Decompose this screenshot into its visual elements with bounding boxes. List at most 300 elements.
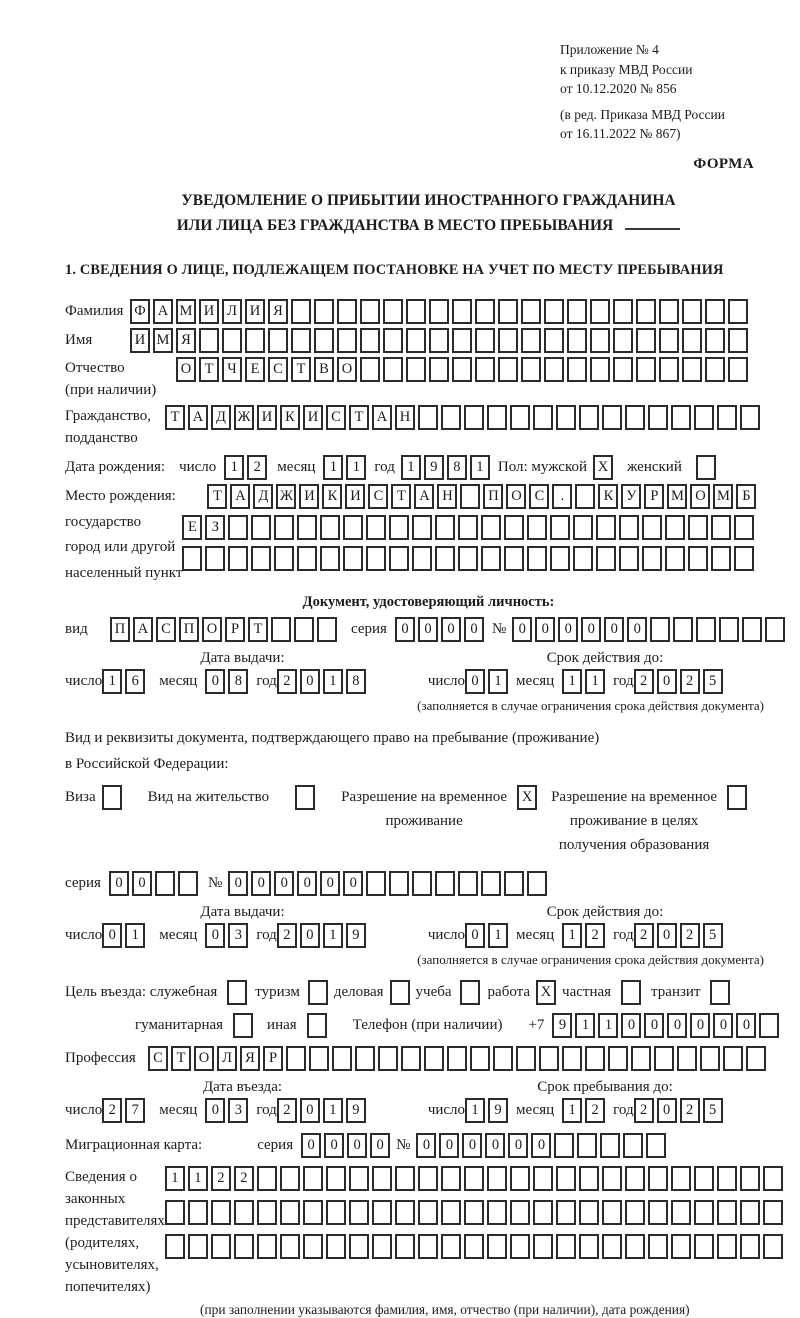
cell[interactable] [360, 299, 380, 324]
cell[interactable]: 2 [585, 1098, 605, 1123]
cell[interactable] [291, 299, 311, 324]
cell[interactable]: 0 [132, 871, 152, 896]
cell[interactable]: 8 [447, 455, 467, 480]
cell[interactable]: 1 [323, 923, 343, 948]
cell[interactable] [326, 1166, 346, 1191]
cell[interactable]: 7 [125, 1098, 145, 1123]
cell[interactable] [705, 357, 725, 382]
cell[interactable] [636, 328, 656, 353]
cell[interactable]: Н [395, 405, 415, 430]
cell[interactable]: 2 [277, 669, 297, 694]
cell[interactable]: Л [217, 1046, 237, 1071]
cell[interactable] [303, 1200, 323, 1225]
cell[interactable] [646, 1133, 666, 1158]
cell[interactable] [510, 1200, 530, 1225]
cell[interactable] [659, 328, 679, 353]
cell[interactable]: 0 [416, 1133, 436, 1158]
cell[interactable]: 8 [346, 669, 366, 694]
cell[interactable] [406, 299, 426, 324]
cell[interactable] [366, 871, 386, 896]
cell[interactable] [464, 1200, 484, 1225]
cell[interactable]: 1 [488, 669, 508, 694]
cell[interactable] [740, 1200, 760, 1225]
cell[interactable] [228, 515, 248, 540]
checkbox-female[interactable] [696, 455, 716, 480]
cell[interactable]: 0 [621, 1013, 641, 1038]
cell[interactable] [487, 405, 507, 430]
cell[interactable] [251, 546, 271, 571]
cell[interactable]: С [156, 617, 176, 642]
cell[interactable]: Е [245, 357, 265, 382]
cell[interactable]: 0 [347, 1133, 367, 1158]
cell[interactable]: 5 [703, 923, 723, 948]
cell[interactable] [556, 1234, 576, 1259]
cell[interactable] [573, 546, 593, 571]
cell[interactable] [705, 299, 725, 324]
passport-number-cells[interactable] [512, 617, 785, 642]
cell[interactable]: 5 [703, 669, 723, 694]
cell[interactable]: 9 [488, 1098, 508, 1123]
cell[interactable] [671, 1234, 691, 1259]
cell[interactable]: 0 [300, 923, 320, 948]
representatives-cells-1[interactable] [165, 1166, 783, 1191]
cell[interactable]: И [345, 484, 365, 509]
checkbox-private[interactable] [621, 980, 641, 1005]
cell[interactable] [355, 1046, 375, 1071]
cell[interactable] [487, 1234, 507, 1259]
cell[interactable]: 2 [634, 923, 654, 948]
cell[interactable] [539, 1046, 559, 1071]
cell[interactable]: 0 [320, 871, 340, 896]
cell[interactable] [406, 357, 426, 382]
cell[interactable] [527, 871, 547, 896]
cell[interactable] [435, 515, 455, 540]
cell[interactable]: 0 [657, 1098, 677, 1123]
cell[interactable] [682, 357, 702, 382]
cell[interactable] [740, 405, 760, 430]
cell[interactable] [326, 1200, 346, 1225]
cell[interactable] [418, 405, 438, 430]
cell[interactable]: 1 [488, 923, 508, 948]
cell[interactable]: М [176, 299, 196, 324]
cell[interactable] [452, 299, 472, 324]
cell[interactable] [567, 328, 587, 353]
cell[interactable] [182, 546, 202, 571]
cell[interactable] [234, 1200, 254, 1225]
cell[interactable]: М [713, 484, 733, 509]
cell[interactable]: 2 [634, 669, 654, 694]
cell[interactable]: 0 [301, 1133, 321, 1158]
cell[interactable] [556, 1200, 576, 1225]
cell[interactable]: 2 [211, 1166, 231, 1191]
entry-year-cells[interactable] [277, 1098, 366, 1123]
cell[interactable] [245, 328, 265, 353]
cell[interactable] [378, 1046, 398, 1071]
passport-series-cells[interactable] [395, 617, 484, 642]
cell[interactable]: 2 [277, 1098, 297, 1123]
cell[interactable] [155, 871, 175, 896]
cell[interactable]: 0 [627, 617, 647, 642]
cell[interactable] [297, 546, 317, 571]
cell[interactable]: 0 [465, 669, 485, 694]
cell[interactable] [602, 1234, 622, 1259]
cell[interactable] [711, 546, 731, 571]
cell[interactable] [717, 1200, 737, 1225]
cell[interactable] [717, 1234, 737, 1259]
cell[interactable]: 3 [228, 923, 248, 948]
birthplace-cells-2[interactable] [182, 515, 754, 540]
cell[interactable]: 1 [575, 1013, 595, 1038]
cell[interactable] [759, 1013, 779, 1038]
cell[interactable] [510, 405, 530, 430]
cell[interactable] [723, 1046, 743, 1071]
cell[interactable] [452, 328, 472, 353]
cell[interactable] [688, 515, 708, 540]
entry-month-cells[interactable] [205, 1098, 248, 1123]
cell[interactable] [360, 357, 380, 382]
cell[interactable]: И [299, 484, 319, 509]
cell[interactable] [337, 328, 357, 353]
cell[interactable]: Р [263, 1046, 283, 1071]
cell[interactable] [447, 1046, 467, 1071]
cell[interactable] [498, 299, 518, 324]
cell[interactable] [623, 1133, 643, 1158]
cell[interactable] [257, 1200, 277, 1225]
cell[interactable]: Я [268, 299, 288, 324]
cell[interactable]: 2 [585, 923, 605, 948]
cell[interactable] [178, 871, 198, 896]
cell[interactable]: О [690, 484, 710, 509]
cell[interactable] [274, 546, 294, 571]
checkbox-humanitarian[interactable] [233, 1013, 253, 1038]
cell[interactable]: Д [253, 484, 273, 509]
cell[interactable] [728, 299, 748, 324]
birthplace-cells-1[interactable] [207, 484, 756, 509]
cell[interactable] [475, 357, 495, 382]
cell[interactable] [596, 546, 616, 571]
cell[interactable] [441, 405, 461, 430]
cell[interactable] [435, 546, 455, 571]
cell[interactable] [498, 357, 518, 382]
cell[interactable] [688, 546, 708, 571]
cell[interactable] [383, 299, 403, 324]
cell[interactable] [567, 357, 587, 382]
cell[interactable]: 0 [205, 923, 225, 948]
doc-type-cells[interactable] [110, 617, 337, 642]
cell[interactable]: 1 [188, 1166, 208, 1191]
cell[interactable]: В [314, 357, 334, 382]
cell[interactable]: П [179, 617, 199, 642]
cell[interactable]: И [199, 299, 219, 324]
cell[interactable] [556, 405, 576, 430]
cell[interactable]: 1 [323, 1098, 343, 1123]
cell[interactable]: С [529, 484, 549, 509]
cell[interactable]: 2 [680, 1098, 700, 1123]
cell[interactable]: 1 [585, 669, 605, 694]
cell[interactable]: 2 [247, 455, 267, 480]
cell[interactable] [314, 328, 334, 353]
cell[interactable] [579, 405, 599, 430]
cell[interactable] [257, 1166, 277, 1191]
cell[interactable]: А [188, 405, 208, 430]
entry-day-cells[interactable] [102, 1098, 145, 1123]
profession-cells[interactable] [148, 1046, 766, 1071]
cell[interactable] [389, 871, 409, 896]
cell[interactable] [575, 484, 595, 509]
cell[interactable] [280, 1200, 300, 1225]
cell[interactable] [671, 1200, 691, 1225]
cell[interactable] [590, 299, 610, 324]
cell[interactable]: З [205, 515, 225, 540]
cell[interactable] [303, 1166, 323, 1191]
cell[interactable] [567, 299, 587, 324]
cell[interactable]: Я [240, 1046, 260, 1071]
cell[interactable]: 0 [558, 617, 578, 642]
cell[interactable] [527, 515, 547, 540]
cell[interactable] [562, 1046, 582, 1071]
cell[interactable] [521, 299, 541, 324]
cell[interactable] [228, 546, 248, 571]
cell[interactable] [527, 546, 547, 571]
cell[interactable] [654, 1046, 674, 1071]
cell[interactable] [533, 1234, 553, 1259]
passport-expiry-year-cells[interactable] [634, 669, 723, 694]
cell[interactable] [429, 328, 449, 353]
cell[interactable] [372, 1166, 392, 1191]
cell[interactable]: О [337, 357, 357, 382]
cell[interactable] [441, 1166, 461, 1191]
cell[interactable]: 0 [667, 1013, 687, 1038]
cell[interactable]: 0 [736, 1013, 756, 1038]
cell[interactable] [694, 1166, 714, 1191]
permit-issue-year-cells[interactable] [277, 923, 366, 948]
cell[interactable] [550, 515, 570, 540]
cell[interactable] [458, 515, 478, 540]
cell[interactable] [349, 1200, 369, 1225]
passport-issue-year-cells[interactable] [277, 669, 366, 694]
cell[interactable] [412, 871, 432, 896]
checkbox-temp-residence[interactable]: X [517, 785, 537, 810]
cell[interactable]: 0 [418, 617, 438, 642]
cell[interactable]: 0 [274, 871, 294, 896]
cell[interactable] [659, 299, 679, 324]
cell[interactable]: П [483, 484, 503, 509]
cell[interactable] [544, 357, 564, 382]
cell[interactable]: 0 [441, 617, 461, 642]
cell[interactable] [636, 357, 656, 382]
cell[interactable]: А [372, 405, 392, 430]
cell[interactable]: Р [225, 617, 245, 642]
cell[interactable]: 2 [680, 669, 700, 694]
cell[interactable] [412, 546, 432, 571]
cell[interactable]: 2 [634, 1098, 654, 1123]
cell[interactable]: К [280, 405, 300, 430]
cell[interactable] [424, 1046, 444, 1071]
cell[interactable] [648, 1200, 668, 1225]
phone-cells[interactable] [552, 1013, 779, 1038]
cell[interactable]: 0 [713, 1013, 733, 1038]
cell[interactable] [435, 871, 455, 896]
cell[interactable]: 0 [297, 871, 317, 896]
cell[interactable]: А [414, 484, 434, 509]
cell[interactable]: Т [171, 1046, 191, 1071]
cell[interactable] [600, 1133, 620, 1158]
checkbox-business[interactable] [390, 980, 410, 1005]
cell[interactable]: 1 [562, 1098, 582, 1123]
cell[interactable] [366, 515, 386, 540]
cell[interactable] [452, 357, 472, 382]
cell[interactable] [619, 515, 639, 540]
cell[interactable] [366, 546, 386, 571]
cell[interactable] [613, 357, 633, 382]
cell[interactable]: Д [211, 405, 231, 430]
cell[interactable] [504, 546, 524, 571]
cell[interactable] [602, 1200, 622, 1225]
cell[interactable]: 1 [598, 1013, 618, 1038]
cell[interactable]: С [268, 357, 288, 382]
cell[interactable] [719, 617, 739, 642]
checkbox-official[interactable] [227, 980, 247, 1005]
firstname-cells[interactable] [130, 328, 748, 353]
cell[interactable] [717, 405, 737, 430]
cell[interactable]: О [176, 357, 196, 382]
cell[interactable]: 0 [439, 1133, 459, 1158]
cell[interactable] [309, 1046, 329, 1071]
cell[interactable] [694, 1234, 714, 1259]
cell[interactable]: Ж [276, 484, 296, 509]
cell[interactable] [271, 617, 291, 642]
checkbox-work[interactable]: X [536, 980, 556, 1005]
cell[interactable] [746, 1046, 766, 1071]
cell[interactable]: 0 [205, 669, 225, 694]
cell[interactable] [389, 546, 409, 571]
permit-issue-day-cells[interactable] [102, 923, 145, 948]
cell[interactable] [418, 1166, 438, 1191]
cell[interactable]: Т [199, 357, 219, 382]
cell[interactable] [481, 871, 501, 896]
cell[interactable] [234, 1234, 254, 1259]
migration-series-cells[interactable] [301, 1133, 390, 1158]
cell[interactable]: Л [222, 299, 242, 324]
cell[interactable]: 0 [644, 1013, 664, 1038]
cell[interactable] [579, 1166, 599, 1191]
cell[interactable] [268, 328, 288, 353]
cell[interactable]: 0 [228, 871, 248, 896]
cell[interactable] [763, 1200, 783, 1225]
checkbox-other[interactable] [307, 1013, 327, 1038]
cell[interactable]: 1 [562, 923, 582, 948]
cell[interactable] [188, 1234, 208, 1259]
cell[interactable]: 1 [562, 669, 582, 694]
cell[interactable] [222, 328, 242, 353]
cell[interactable]: И [257, 405, 277, 430]
cell[interactable] [257, 1234, 277, 1259]
cell[interactable]: 0 [512, 617, 532, 642]
cell[interactable] [441, 1200, 461, 1225]
cell[interactable] [280, 1234, 300, 1259]
cell[interactable] [585, 1046, 605, 1071]
cell[interactable] [625, 1166, 645, 1191]
permit-number-cells[interactable] [228, 871, 547, 896]
cell[interactable] [642, 515, 662, 540]
surname-cells[interactable] [130, 299, 748, 324]
cell[interactable]: 1 [323, 669, 343, 694]
cell[interactable] [372, 1234, 392, 1259]
cell[interactable]: 0 [251, 871, 271, 896]
cell[interactable] [711, 515, 731, 540]
cell[interactable] [251, 515, 271, 540]
cell[interactable]: 0 [109, 871, 129, 896]
cell[interactable] [314, 299, 334, 324]
cell[interactable] [458, 546, 478, 571]
checkbox-transit[interactable] [710, 980, 730, 1005]
passport-expiry-day-cells[interactable] [465, 669, 508, 694]
checkbox-residence-permit[interactable] [295, 785, 315, 810]
cell[interactable] [665, 546, 685, 571]
cell[interactable] [694, 405, 714, 430]
cell[interactable] [577, 1133, 597, 1158]
cell[interactable] [395, 1234, 415, 1259]
cell[interactable] [303, 1234, 323, 1259]
cell[interactable] [343, 546, 363, 571]
cell[interactable]: У [621, 484, 641, 509]
cell[interactable]: 0 [508, 1133, 528, 1158]
cell[interactable] [349, 1234, 369, 1259]
cell[interactable] [475, 328, 495, 353]
cell[interactable]: М [153, 328, 173, 353]
cell[interactable] [521, 328, 541, 353]
cell[interactable] [412, 515, 432, 540]
cell[interactable] [613, 328, 633, 353]
cell[interactable]: 0 [531, 1133, 551, 1158]
cell[interactable]: Т [349, 405, 369, 430]
cell[interactable]: 6 [125, 669, 145, 694]
cell[interactable]: 0 [395, 617, 415, 642]
cell[interactable] [665, 515, 685, 540]
cell[interactable] [596, 515, 616, 540]
checkbox-tourism[interactable] [308, 980, 328, 1005]
cell[interactable] [533, 405, 553, 430]
cell[interactable]: Н [437, 484, 457, 509]
cell[interactable]: 1 [346, 455, 366, 480]
cell[interactable]: Ж [234, 405, 254, 430]
cell[interactable]: Т [248, 617, 268, 642]
cell[interactable] [613, 299, 633, 324]
cell[interactable]: 1 [401, 455, 421, 480]
cell[interactable]: 2 [234, 1166, 254, 1191]
cell[interactable]: И [130, 328, 150, 353]
cell[interactable] [274, 515, 294, 540]
cell[interactable] [320, 515, 340, 540]
stay-month-cells[interactable] [562, 1098, 605, 1123]
cell[interactable]: М [667, 484, 687, 509]
cell[interactable]: С [368, 484, 388, 509]
citizenship-cells[interactable] [165, 405, 760, 430]
checkbox-male[interactable]: X [593, 455, 613, 480]
cell[interactable] [700, 1046, 720, 1071]
cell[interactable] [602, 405, 622, 430]
cell[interactable]: К [322, 484, 342, 509]
cell[interactable] [464, 1166, 484, 1191]
cell[interactable]: 3 [228, 1098, 248, 1123]
cell[interactable]: И [245, 299, 265, 324]
cell[interactable]: 9 [424, 455, 444, 480]
cell[interactable]: Р [644, 484, 664, 509]
cell[interactable] [464, 1234, 484, 1259]
cell[interactable] [360, 328, 380, 353]
cell[interactable]: 9 [346, 1098, 366, 1123]
permit-expiry-month-cells[interactable] [562, 923, 605, 948]
